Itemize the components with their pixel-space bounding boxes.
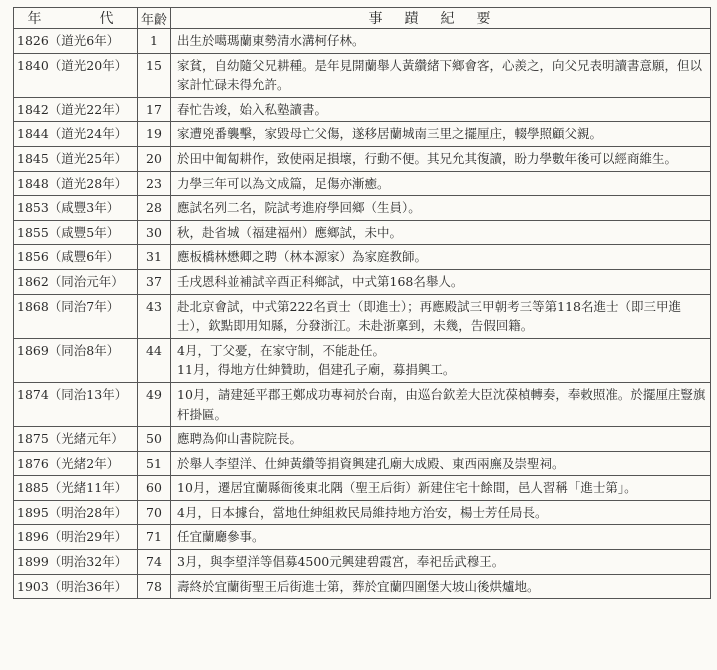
- year-cell: 1842（道光22年）: [14, 97, 138, 122]
- age-cell: 17: [138, 97, 171, 122]
- header-era: 年 代: [14, 8, 138, 29]
- event-text: 秋，赴省城（福建福州）應鄉試，未中。: [177, 224, 403, 240]
- year-cell: 1848（道光28年）: [14, 171, 138, 196]
- age-cell: 1: [138, 29, 171, 54]
- age-cell: 20: [138, 146, 171, 171]
- year-cell: 1853（咸豐3年）: [14, 196, 138, 221]
- event-text: 家遭兇番襲擊，家毀母亡父傷，遂移居蘭城南三里之擺厘庄，輟學照顧父親。: [177, 126, 603, 142]
- age-cell: 30: [138, 220, 171, 245]
- year-cell: 1862（同治元年）: [14, 269, 138, 294]
- table-row: [14, 294, 711, 338]
- year-cell: 1840（道光20年）: [14, 53, 138, 97]
- table-row: [14, 338, 711, 382]
- age-cell: 49: [138, 382, 171, 426]
- event-text: 10月，請建延平郡王鄭成功專祠於台南，由巡台欽差大臣沈葆楨轉奏，奉敕照准。於擺厘庄豎旗杆掛匾。: [177, 386, 706, 422]
- events-cell: [171, 122, 711, 147]
- year-cell: 1875（光緒元年）: [14, 427, 138, 452]
- table-row: [14, 451, 711, 476]
- events-cell: [171, 574, 711, 599]
- table-row: [14, 29, 711, 54]
- event-text: 11月，得地方仕紳贊助，倡建孔子廟，募捐興工。: [177, 362, 456, 378]
- events-cell: [171, 220, 711, 245]
- table-row: [14, 53, 711, 97]
- year-cell: 1868（同治7年）: [14, 294, 138, 338]
- event-text: 力學三年可以為文成篇，足傷亦漸癒。: [177, 175, 390, 191]
- year-cell: 1895（明治28年）: [14, 500, 138, 525]
- age-cell: 37: [138, 269, 171, 294]
- year-cell: 1869（同治8年）: [14, 338, 138, 382]
- year-cell: 1826（道光6年）: [14, 29, 138, 54]
- events-cell: [171, 53, 711, 97]
- events-cell: [171, 382, 711, 426]
- event-text: 應試名列二名，院試考進府學回鄉（生員）。: [177, 200, 421, 216]
- table-row: [14, 500, 711, 525]
- event-text: 應板橋林懋卿之聘（林本源家）為家庭教師。: [177, 249, 428, 265]
- age-cell: 15: [138, 53, 171, 97]
- year-cell: 1885（光緒11年）: [14, 476, 138, 501]
- table-row: [14, 196, 711, 221]
- event-text: 壬戌恩科並補試辛酉正科鄉試，中式第168名舉人。: [177, 273, 464, 289]
- age-cell: 78: [138, 574, 171, 599]
- table-row: [14, 269, 711, 294]
- age-cell: 71: [138, 525, 171, 550]
- events-cell: [171, 269, 711, 294]
- header-events: 事蹟紀要: [171, 8, 711, 29]
- header-age: 年齡: [138, 8, 171, 29]
- event-text: 任宜蘭廳參事。: [177, 529, 265, 545]
- age-cell: 60: [138, 476, 171, 501]
- year-cell: 1874（同治13年）: [14, 382, 138, 426]
- year-cell: 1876（光緒2年）: [14, 451, 138, 476]
- chronology-table: [13, 7, 711, 599]
- event-text: 赴北京會試，中式第222名貢士（即進士）；再應殿試三甲朝考三等第118名進士（即三甲進士），欽點即用知縣，分發浙江。未赴浙稟到，未幾，告假回籍。: [177, 298, 681, 334]
- age-cell: 51: [138, 451, 171, 476]
- year-cell: 1844（道光24年）: [14, 122, 138, 147]
- table-row: [14, 427, 711, 452]
- events-cell: [171, 294, 711, 338]
- events-cell: [171, 500, 711, 525]
- events-cell: [171, 171, 711, 196]
- age-cell: 19: [138, 122, 171, 147]
- year-cell: 1856（咸豐6年）: [14, 245, 138, 270]
- age-cell: 31: [138, 245, 171, 270]
- age-cell: 28: [138, 196, 171, 221]
- table-row: [14, 476, 711, 501]
- events-cell: [171, 146, 711, 171]
- event-text: 4月，日本據台，當地仕紳組救民局維持地方治安，楊士芳任局長。: [177, 504, 548, 520]
- year-cell: 1899（明治32年）: [14, 550, 138, 575]
- events-cell: [171, 196, 711, 221]
- events-cell: [171, 29, 711, 54]
- event-text: 10月，遷居宜蘭縣衙後東北隅（聖王后街）新建住宅十餘間，邑人習稱「進士第」。: [177, 480, 637, 496]
- events-cell: [171, 97, 711, 122]
- table-row: [14, 220, 711, 245]
- year-cell: 1855（咸豐5年）: [14, 220, 138, 245]
- event-text: 春忙告竣，始入私塾讀書。: [177, 101, 328, 117]
- event-text: 應聘為仰山書院院長。: [177, 431, 303, 447]
- table-row: [14, 574, 711, 599]
- table-row: [14, 245, 711, 270]
- header-row: [14, 8, 711, 29]
- event-text: 壽終於宜蘭街聖王后街進士第，葬於宜蘭四圍堡大坡山後烘爐地。: [177, 578, 540, 594]
- age-cell: 44: [138, 338, 171, 382]
- table-row: [14, 525, 711, 550]
- events-cell: [171, 245, 711, 270]
- events-cell: [171, 427, 711, 452]
- events-cell: [171, 476, 711, 501]
- table-row: [14, 97, 711, 122]
- age-cell: 43: [138, 294, 171, 338]
- year-cell: 1903（明治36年）: [14, 574, 138, 599]
- table-row: [14, 171, 711, 196]
- table-row: [14, 382, 711, 426]
- events-cell: [171, 451, 711, 476]
- year-cell: 1896（明治29年）: [14, 525, 138, 550]
- age-cell: 50: [138, 427, 171, 452]
- event-text: 4月，丁父憂，在家守制，不能赴任。: [177, 342, 385, 358]
- event-text: 3月，與李望洋等倡募4500元興建碧霞宮，奉祀岳武穆王。: [177, 554, 505, 570]
- table-row: [14, 122, 711, 147]
- table-row: [14, 550, 711, 575]
- table-body: [14, 29, 711, 599]
- age-cell: 74: [138, 550, 171, 575]
- event-text: 於舉人李望洋、仕紳黃纘等捐資興建孔廟大成殿、東西兩廡及崇聖祠。: [177, 455, 565, 471]
- age-cell: 70: [138, 500, 171, 525]
- event-text: 出生於噶瑪蘭東勢清水溝柯仔林。: [177, 33, 365, 48]
- events-cell: [171, 525, 711, 550]
- event-text: 於田中匍匐耕作，致使兩足損壞，行動不便。其兄允其復讀，盼力學數年後可以經商維生。: [177, 150, 678, 166]
- event-text: 家貧，自幼隨父兄耕種。是年見開蘭舉人黃纘緒下鄉會客，心羨之，向父兄表明讀書意願，但以家計忙碌未得允許。: [177, 57, 703, 93]
- year-cell: 1845（道光25年）: [14, 146, 138, 171]
- table-row: [14, 146, 711, 171]
- age-cell: 23: [138, 171, 171, 196]
- events-cell: [171, 550, 711, 575]
- events-cell: [171, 338, 711, 382]
